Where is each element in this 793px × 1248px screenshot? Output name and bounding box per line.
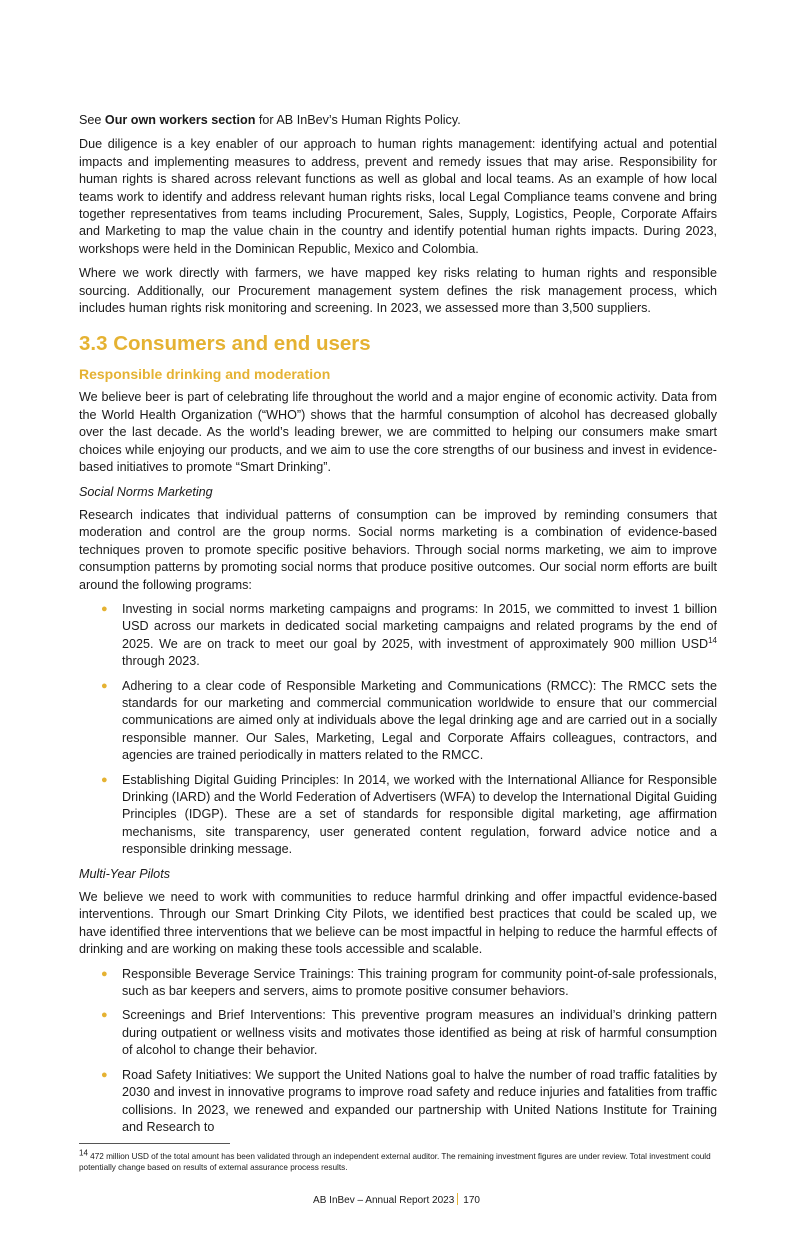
text: Establishing Digital Guiding Principles: In 2014, we worked with the International Alliance for Responsible Drinking (IARD) and the World Federation of Advertisers (WFA) to develop the International Digital Guiding Principles (IDGP). These are a set of standards for responsible digital marketing, age affirmation mechanisms, site transparency, user generated content regulation, forward advice notice and a responsible drinking message. [122,772,717,857]
footer-separator [457,1193,458,1205]
section-title: 3.3 Consumers and end users [79,332,371,356]
see-also-paragraph [79,112,717,129]
bullet-icon: ● [101,1009,108,1022]
text: for AB InBev’s Human Rights Policy. [255,113,461,127]
bullet-icon: ● [101,602,108,615]
bullet-icon: ● [101,679,108,692]
page-number: 170 [463,1195,480,1207]
bullet-icon: ● [101,1068,108,1081]
page-footer [0,1193,793,1248]
text: Road Safety Initiatives: We support the United Nations goal to halve the number of road traffic fatalities by 2030 and invest in innovative programs to improve road safety and reduce injuries and fatalities from traffic collisions. In 2023, we renewed and expanded our partnership with United Nations Institute for Training and Research to [122,1067,717,1134]
social-norms-paragraph: Research indicates that individual patterns of consumption can be improved by reminding consumers that moderation and control are the group norms. Social norms marketing is a combination of evidence-based techniques proven to promote specific positive behaviors. Through social norms marketing, we aim to improve consumption patterns by promoting social norms that produce positive outcomes. Our social norm efforts are built around the following programs: [79,507,717,592]
page-wrapper [79,0,717,1248]
list-item [101,601,717,671]
intro-paragraph: We believe beer is part of celebrating life throughout the world and a major engine of economic activity. Data from the World Health Organization (“WHO”) shows that the harmful consumption of alcohol has decreased globally over the last decade. As the world’s leading brewer, we are committed to helping our consumers make smart choices while enjoying our products, and we aim to use the core strengths of our business and invest in evidence-based initiatives to promote “Smart Drinking”. [79,390,717,475]
footnote-divider [79,1143,230,1144]
list-item [101,772,717,859]
list-item [101,1067,717,1137]
footnote-ref[interactable]: 14 [708,635,717,645]
text: Screenings and Brief Interventions: This preventive program measures an individual’s drinking pattern during outpatient or wellness visits and motivates those identified as being at risk of harmful consumption of alcohol to change their behavior. [122,1008,717,1058]
text: Responsible Beverage Service Trainings: This training program for community point-of-sale professionals, such as bar keepers and servers, aims to promote positive consumer behaviors. [122,966,717,999]
bullet-icon: ● [101,967,108,980]
footnote [79,1148,719,1173]
list-item [101,966,717,1001]
footer-title: AB InBev – Annual Report 2023 [313,1195,455,1207]
footnote-number: 14 [79,1148,88,1158]
social-norms-list [79,601,717,859]
page-content [79,112,717,1136]
list-item [101,1007,717,1059]
list-item [101,678,717,765]
bullet-icon: ● [101,773,108,786]
multi-year-pilots-heading: Multi-Year Pilots [79,866,170,881]
multi-year-pilots-paragraph: We believe we need to work with communities to reduce harmful drinking and offer impactful evidence-based interventions. Through our Smart Drinking City Pilots, we identified best practices that could be scaled up, we have identified three interventions that we believe can be most impactful in helping to reduce the harmful effects of drinking and are working on making these tools accessible and scalable. [79,890,717,957]
farmers-paragraph: Where we work directly with farmers, we have mapped key risks relating to human rights and responsible sourcing. Additionally, our Procurement management system defines the risk management process, which includes human rights risk monitoring and screening. In 2023, we assessed more than 3,500 suppliers. [79,266,717,316]
text: See [79,113,105,127]
text: through 2023. [122,654,200,669]
text: Investing in social norms marketing campaigns and programs: In 2015, we committed to invest 1 billion USD across our markets in dedicated social marketing campaigns and related programs by the end of 2025. We are on track to meet our goal by 2025, with investment of approximately 900 million USD [122,601,717,651]
section-subtitle: Responsible drinking and moderation [79,366,331,383]
due-diligence-paragraph: Due diligence is a key enabler of our approach to human rights management: identifying actual and potential impacts and implementing measures to address, prevent and remedy issues that may arise. Responsibility for human rights is shared across relevant functions as well as global and local teams. As an example of how local teams work to identify and address relevant human rights risks, local Legal Compliance teams convene and bring together representatives from teams including Procurement, Sales, Supply, Logistics, People, Corporate Affairs and Marketing to map the value chain in the country and identify potential human rights impacts. During 2023, workshops were held in the Dominican Republic, Mexico and Colombia. [79,137,717,256]
footnote-text: 472 million USD of the total amount has been validated through an independent external auditor. The remaining investment figures are under review. Total investment could potentially change based on results of external assurance process results. [79,1152,711,1173]
text: Adhering to a clear code of Responsible Marketing and Communications (RMCC): The RMCC sets the standards for our marketing and commercial communication worldwide to ensure that our commercial communications are aimed only at individuals above the legal drinking age and are carried out in a socially responsible manner. Our Sales, Marketing, Legal and Corporate Affairs colleagues, contractors, and agencies are trained periodically in matters related to the RMCC. [122,678,717,763]
social-norms-heading: Social Norms Marketing [79,484,213,499]
our-own-workers-link[interactable]: Our own workers section [104,113,256,127]
multi-year-pilots-list [79,966,717,1137]
